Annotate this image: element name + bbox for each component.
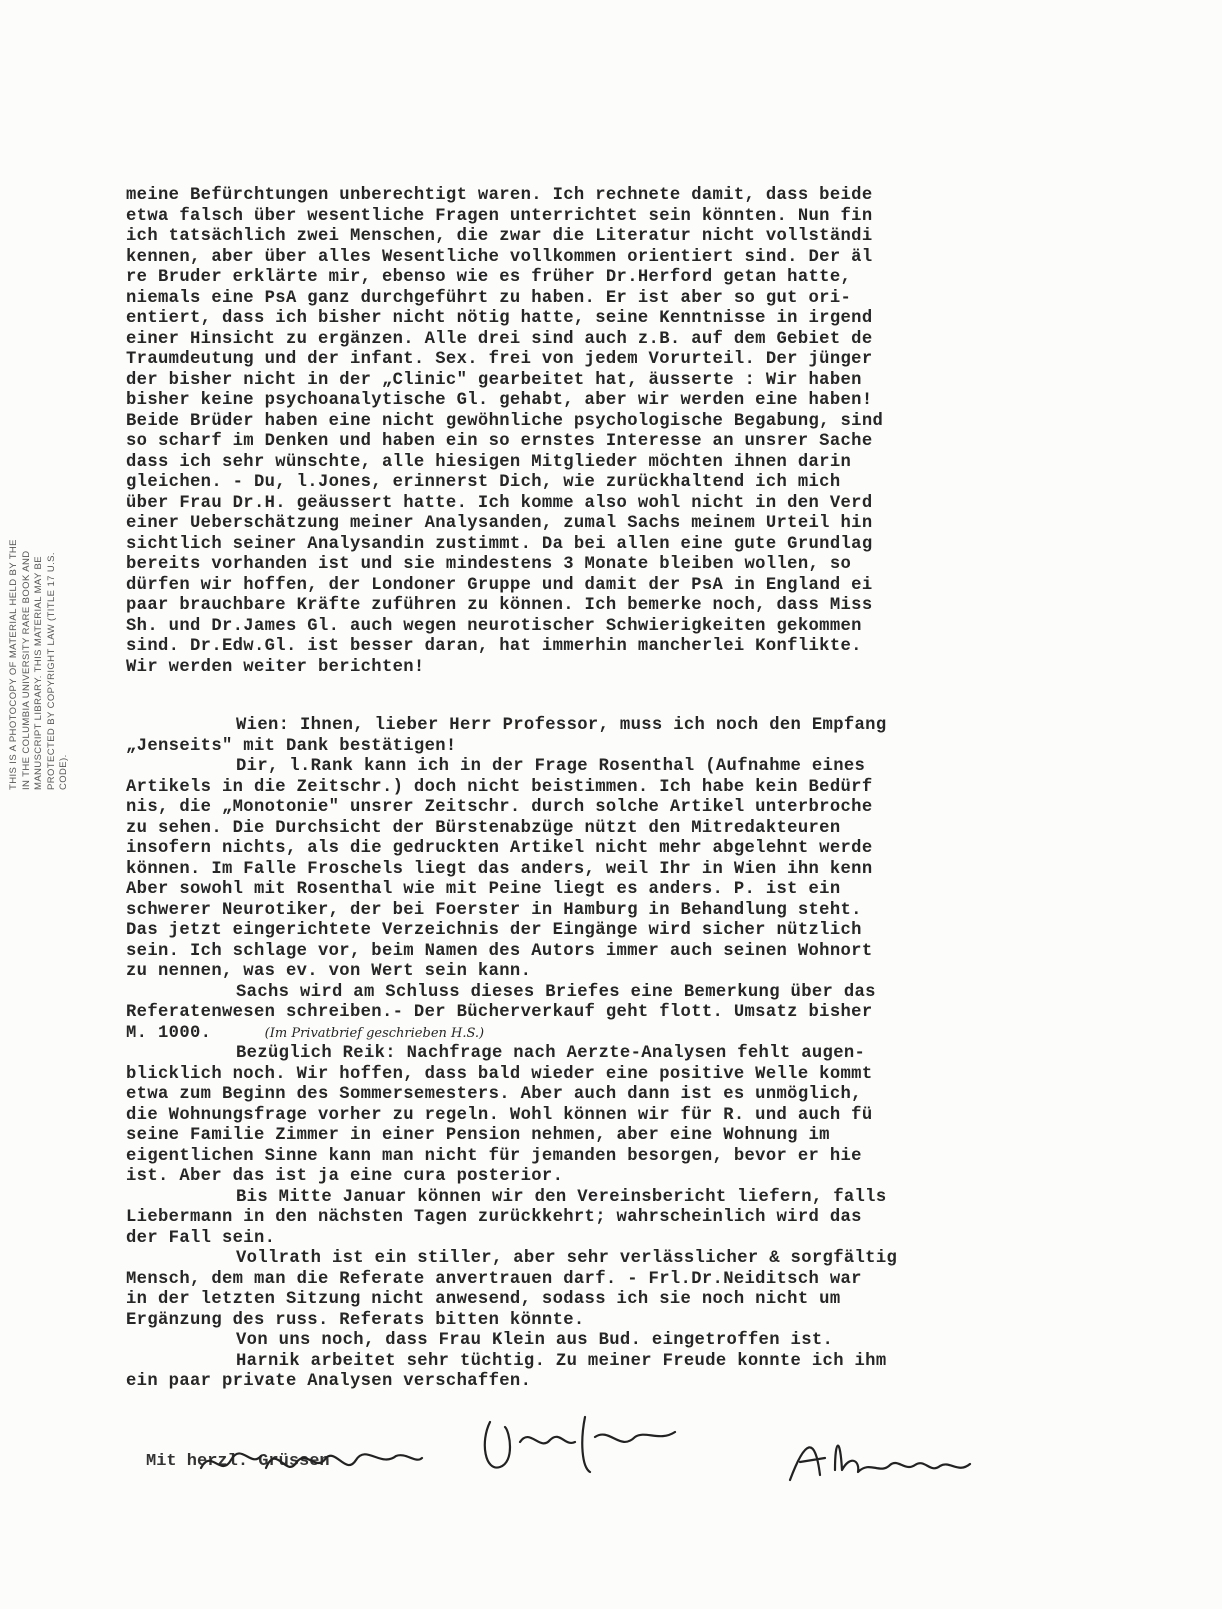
- letter-line: der Fall sein.: [126, 1228, 276, 1248]
- letter-line: niemals eine PsA ganz durchgeführt zu haben. Er ist aber so gut ori-: [126, 288, 852, 308]
- copyright-line: IN THE COLUMBIA UNIVERSITY RARE BOOK AND: [20, 550, 32, 790]
- letter-line: Das jetzt eingerichtete Verzeichnis der Eingänge wird sicher nützlich: [126, 921, 862, 940]
- copyright-line: CODE).: [58, 754, 69, 790]
- copyright-line: THIS IS A PHOTOCOPY OF MATERIAL HELD BY THE: [8, 539, 19, 790]
- letter-line: Von uns noch, dass Frau Klein aus Bud. eingetroffen ist.: [236, 1331, 834, 1350]
- letter-line: Sh. und Dr.James Gl. auch wegen neurotischer Schwierigkeiten gekommen: [126, 616, 862, 636]
- letter-line: sichtlich seiner Analysandin zustimmt. Da bei allen eine gute Grundlag: [126, 534, 873, 554]
- letter-line: etwa falsch über wesentliche Fragen unterrichtet sein könnten. Nun fin: [126, 206, 873, 226]
- letter-line: sind. Dr.Edw.Gl. ist besser daran, hat immerhin mancherlei Konflikte.: [126, 637, 862, 656]
- letter-line: Artikels in die Zeitschr.) doch nicht beistimmen. Ich habe kein Bedürf: [126, 777, 873, 797]
- copyright-line: MANUSCRIPT LIBRARY. THIS MATERIAL MAY BE: [33, 555, 44, 790]
- letter-line: dürfen wir hoffen, der Londoner Gruppe und damit der PsA in England ei: [126, 575, 873, 595]
- letter-line: Aber sowohl mit Rosenthal wie mit Peine liegt es anders. P. ist ein: [126, 880, 841, 899]
- letter-line: zu nennen, was ev. von Wert sein kann.: [126, 962, 532, 981]
- letter-line: so scharf im Denken und haben ein so ernstes Interesse an unsrer Sache: [126, 432, 873, 451]
- letter-line: Beide Brüder haben eine nicht gewöhnliche psychologische Begabung, sind: [126, 411, 884, 431]
- paragraph-gap: [126, 678, 1186, 716]
- letter-line: einer Ueberschätzung meiner Analysanden, zumal Sachs meinem Urteil hin: [126, 514, 873, 533]
- letter-line: in der letzten Sitzung nicht anwesend, sodass ich sie noch nicht um: [126, 1290, 841, 1309]
- letter-line: bereits vorhanden ist und sie mindestens 3 Monate bleiben wollen, so: [126, 555, 852, 574]
- letter-line: „Jenseits" mit Dank bestätigen!: [126, 736, 457, 756]
- letter-line: ich tatsächlich zwei Menschen, die zwar die Literatur nicht vollständi: [126, 227, 873, 246]
- letter-line: die Wohnungsfrage vorher zu regeln. Wohl können wir für R. und auch fü: [126, 1105, 873, 1125]
- copyright-line: PROTECTED BY COPYRIGHT LAW (TITLE 17 U.S.: [45, 552, 57, 790]
- handwritten-note: (Im Privatbrief geschrieben H.S.): [264, 1025, 485, 1041]
- closing-text: Mit herzl. Grüssen: [146, 1452, 330, 1471]
- letter-line: eigentlichen Sinne kann man nicht für jemanden besorgen, bevor er hie: [126, 1146, 862, 1166]
- letter-line: Wien: Ihnen, lieber Herr Professor, muss ich noch den Empfang: [236, 716, 887, 735]
- letter-line: Bezüglich Reik: Nachfrage nach Aerzte-Analysen fehlt augen-: [236, 1044, 866, 1063]
- letter-line: dass ich sehr wünschte, alle hiesigen Mitglieder möchten ihnen darin: [126, 452, 852, 472]
- letter-line: seine Familie Zimmer in einer Pension nehmen, aber eine Wohnung im: [126, 1126, 830, 1145]
- letter-line: einer Hinsicht zu ergänzen. Alle drei sind auch z.B. auf dem Gebiet de: [126, 329, 873, 349]
- letter-line: insofern nichts, als die gedruckten Artikel nicht mehr abgelehnt werde: [126, 839, 873, 858]
- letter-line: kennen, aber über alles Wesentliche vollkommen orientiert sind. Der äl: [126, 247, 873, 267]
- signature-abraham: [780, 1430, 980, 1490]
- letter-line: über Frau Dr.H. geäussert hatte. Ich komme also wohl nicht in den Verd: [126, 493, 873, 513]
- letter-line: der bisher nicht in der „Clinic" gearbeitet hat, äusserte : Wir haben: [126, 370, 862, 390]
- letter-line: Sachs wird am Schluss dieses Briefes eine Bemerkung über das: [236, 982, 876, 1002]
- letter-line: Vollrath ist ein stiller, aber sehr verlässlicher & sorgfältig: [236, 1249, 898, 1268]
- letter-line: Dir, l.Rank kann ich in der Frage Rosenthal (Aufnahme eines: [236, 757, 866, 776]
- letter-line: Wir werden weiter berichten!: [126, 657, 425, 677]
- letter-line: [126, 1024, 1186, 1045]
- letter-line: bisher keine psychoanalytische Gl. gehabt, aber wir werden eine haben!: [126, 391, 873, 410]
- letter-line: sein. Ich schlage vor, beim Namen des Autors immer auch seinen Wohnort: [126, 941, 873, 961]
- letter-line: Harnik arbeitet sehr tüchtig. Zu meiner Freude konnte ich ihm: [236, 1351, 887, 1371]
- letter-line: nis, die „Monotonie" unsrer Zeitschr. durch solche Artikel unterbroche: [126, 798, 873, 817]
- amount-text: M. 1000.: [126, 1023, 212, 1043]
- letter-line: Mensch, dem man die Referate anvertrauen darf. - Frl.Dr.Neiditsch war: [126, 1269, 862, 1289]
- letter-line: ist. Aber das ist ja eine cura posterior.: [126, 1167, 564, 1186]
- letter-line: können. Im Falle Froschels liegt das anders, weil Ihr in Wien ihn kenn: [126, 859, 873, 879]
- letter-line: meine Befürchtungen unberechtigt waren. Ich rechnete damit, dass beide: [126, 186, 873, 205]
- copyright-stamp: [8, 430, 71, 790]
- letter-line: Bis Mitte Januar können wir den Vereinsbericht liefern, falls: [236, 1187, 887, 1207]
- letter-line: zu sehen. Die Durchsicht der Bürstenabzüge nützt den Mitredakteuren: [126, 818, 841, 838]
- letter-line: ein paar private Analysen verschaffen.: [126, 1372, 532, 1391]
- letter-line: schwerer Neurotiker, der bei Foerster in Hamburg in Behandlung steht.: [126, 900, 862, 920]
- letter-line: Referatenwesen schreiben.- Der Bücherverkauf geht flott. Umsatz bisher: [126, 1003, 873, 1022]
- closing-handwriting: [196, 1438, 426, 1488]
- letter-line: etwa zum Beginn des Sommersemesters. Aber auch dann ist es unmöglich,: [126, 1085, 862, 1104]
- letter-line: entiert, dass ich bisher nicht nötig hatte, seine Kenntnisse in irgend: [126, 309, 873, 328]
- signature-sachs: [470, 1412, 680, 1482]
- letter-line: paar brauchbare Kräfte zuführen zu können. Ich bemerke noch, dass Miss: [126, 596, 873, 615]
- letter-line: gleichen. - Du, l.Jones, erinnerst Dich, wie zurückhaltend ich mich: [126, 473, 841, 492]
- letter-line: blicklich noch. Wir hoffen, dass bald wieder eine positive Welle kommt: [126, 1064, 873, 1084]
- letter-line: Liebermann in den nächsten Tagen zurückkehrt; wahrscheinlich wird das: [126, 1208, 862, 1227]
- letter-body: [126, 186, 1186, 1393]
- letter-line: Traumdeutung und der infant. Sex. frei von jedem Vorurteil. Der jünger: [126, 350, 873, 369]
- letter-line: re Bruder erklärte mir, ebenso wie es früher Dr.Herford getan hatte,: [126, 268, 852, 287]
- letter-line: Ergänzung des russ. Referats bitten könnte.: [126, 1310, 585, 1330]
